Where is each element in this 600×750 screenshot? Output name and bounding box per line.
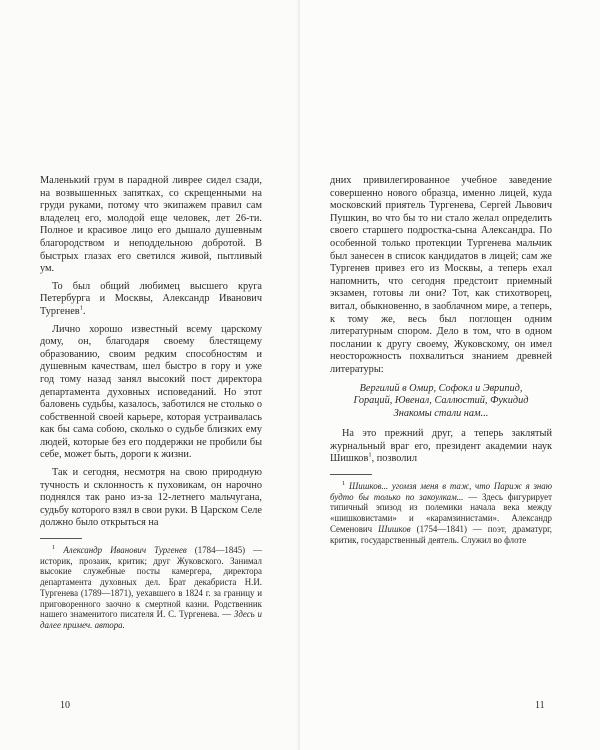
footnote-tail-right: (1754—1841) — поэт, драматург, критик, государственный деятель. Служил во флоте [330, 523, 552, 545]
footnote-text: (1784—1845) — историк, прозаик, критик; друг Жуковского. Занимал высокие служебные посты камергера, директора департамента духовных дел. Брат декабриста Н.И. Тургенева (1789—1871), уехавшего в 1824 г. за границу и приговоренного заочно к смертной казни. Родственник нашего знаменитого писателя И. С. Тургенева. — [40, 545, 263, 620]
right-paragraph-2-text: На это прежний друг, а теперь заклятый журнальный враг его, президент академии наук Шишков [330, 428, 552, 465]
verse-quote [330, 383, 552, 421]
right-paragraph-2: На это прежний друг, а теперь заклятый журнальный враг его, президент академии наук Шишков$^1$, позволил [330, 428, 552, 465]
verse-line-3: Знакомы стали нам... [393, 407, 489, 419]
footnote-text-right: — Здесь фигурирует типичный эпизод из полемики начала века между «шишковистами» и «карамзинистами». Александр Семенович [330, 491, 552, 534]
page-number-left: 10 [60, 700, 70, 711]
left-footnote [40, 545, 262, 631]
left-paragraph-1: Маленький грум в парадной ливрее сидел сзади, на возвышенных запятках, со скрещенными на груди руками, потому что экипажем правил сам владелец его, молодой еще человек, лет 26-ти. Полное и красивое лицо его дышало душевным благородством и неподдельною добротой. В быстрых глазах его светился живой, пытливый ум. [40, 175, 262, 275]
left-paragraph-2: То был общий любимец высшего круга Петербурга и Москвы, Александр Иванович Тургенев$^1$. [40, 280, 262, 317]
right-paragraph-2-tail: позволил [376, 453, 418, 465]
footnote-number: 1 [52, 544, 56, 552]
footnote-number-right: 1 [342, 480, 346, 488]
right-page [300, 0, 600, 750]
right-paragraph-1: дних привилегированное учебное заведение совершенно нового образца, именно лицей, куда московский приятель Тургенева, Сергей Львович Пушкин, во что бы то ни стало желал определить своего старшего подростка-сына Александра. По особенной только протекции Тургенева мальчик был занесен в список кандидатов в лицей; сам же Тургенев привез его из Москвы, а теперь ехал напомнить, что сегодня предстоит приемный экзамен, готовы ли они? Тот, как стихотворец, витал, обыкновенно, в заоблачном мире, а теперь, к тому же, весь был поглощен одним литературным спором. Дело в том, что в одном послании к другу своему, Жуковскому, он имел неосторожность похвалиться знанием древней литературы: [330, 175, 552, 375]
footnote-quote: Шишков... угомзя меня в таж, что Париж я знаю будто бы только по закоулкам... [330, 481, 553, 502]
left-paragraph-3: Лично хорошо известный всему царскому дому, он, благодаря своему блестящему образованию, своим редким способностям и душевным качествам, шел быстро в гору и уже год тому назад занял высокий пост директора департамента духовных исповеданий. Но этот баловень судьбы, казалось, заботился не столько о собственной своей карьере, которая устраивалась как бы сама собою, сколько о судьбе близких ему людей, которые без его поддержки не пробили бы себе, может быть, дороги к жизни. [40, 323, 262, 461]
verse-line-2: Гораций, Ювенал, Саллюстий, Фукидид [353, 395, 529, 407]
footnote-name: Александр Иванович Тургенев [63, 545, 187, 556]
page-number-right: 11 [535, 700, 545, 711]
right-text-column [330, 175, 552, 545]
left-text-column [40, 175, 262, 631]
left-paragraph-2-text: То был общий любимец высшего круга Петербурга и Москвы, Александр Иванович Тургенев [40, 280, 262, 317]
verse-line-1: Вергилий в Омир, Софокл и Эврипид, [359, 382, 523, 394]
left-paragraph-4: Так и сегодня, несмотря на свою природную тучность и склонность к пуховикам, он нарочно поднялся так рано из-за 12-летнего мальчугана, судьбу которого взял в свои руки. В Царском Селе должно было открыться на [40, 467, 262, 529]
footnote-divider-right [330, 474, 372, 475]
right-footnote [330, 481, 552, 545]
footnote-marker-right: 1 [368, 452, 372, 460]
footnote-marker: 1 [79, 304, 83, 312]
footnote-tail: Здесь и далее примеч. автора. [40, 609, 262, 630]
footnote-name-right: Шишков [378, 523, 411, 534]
footnote-divider [40, 538, 82, 539]
